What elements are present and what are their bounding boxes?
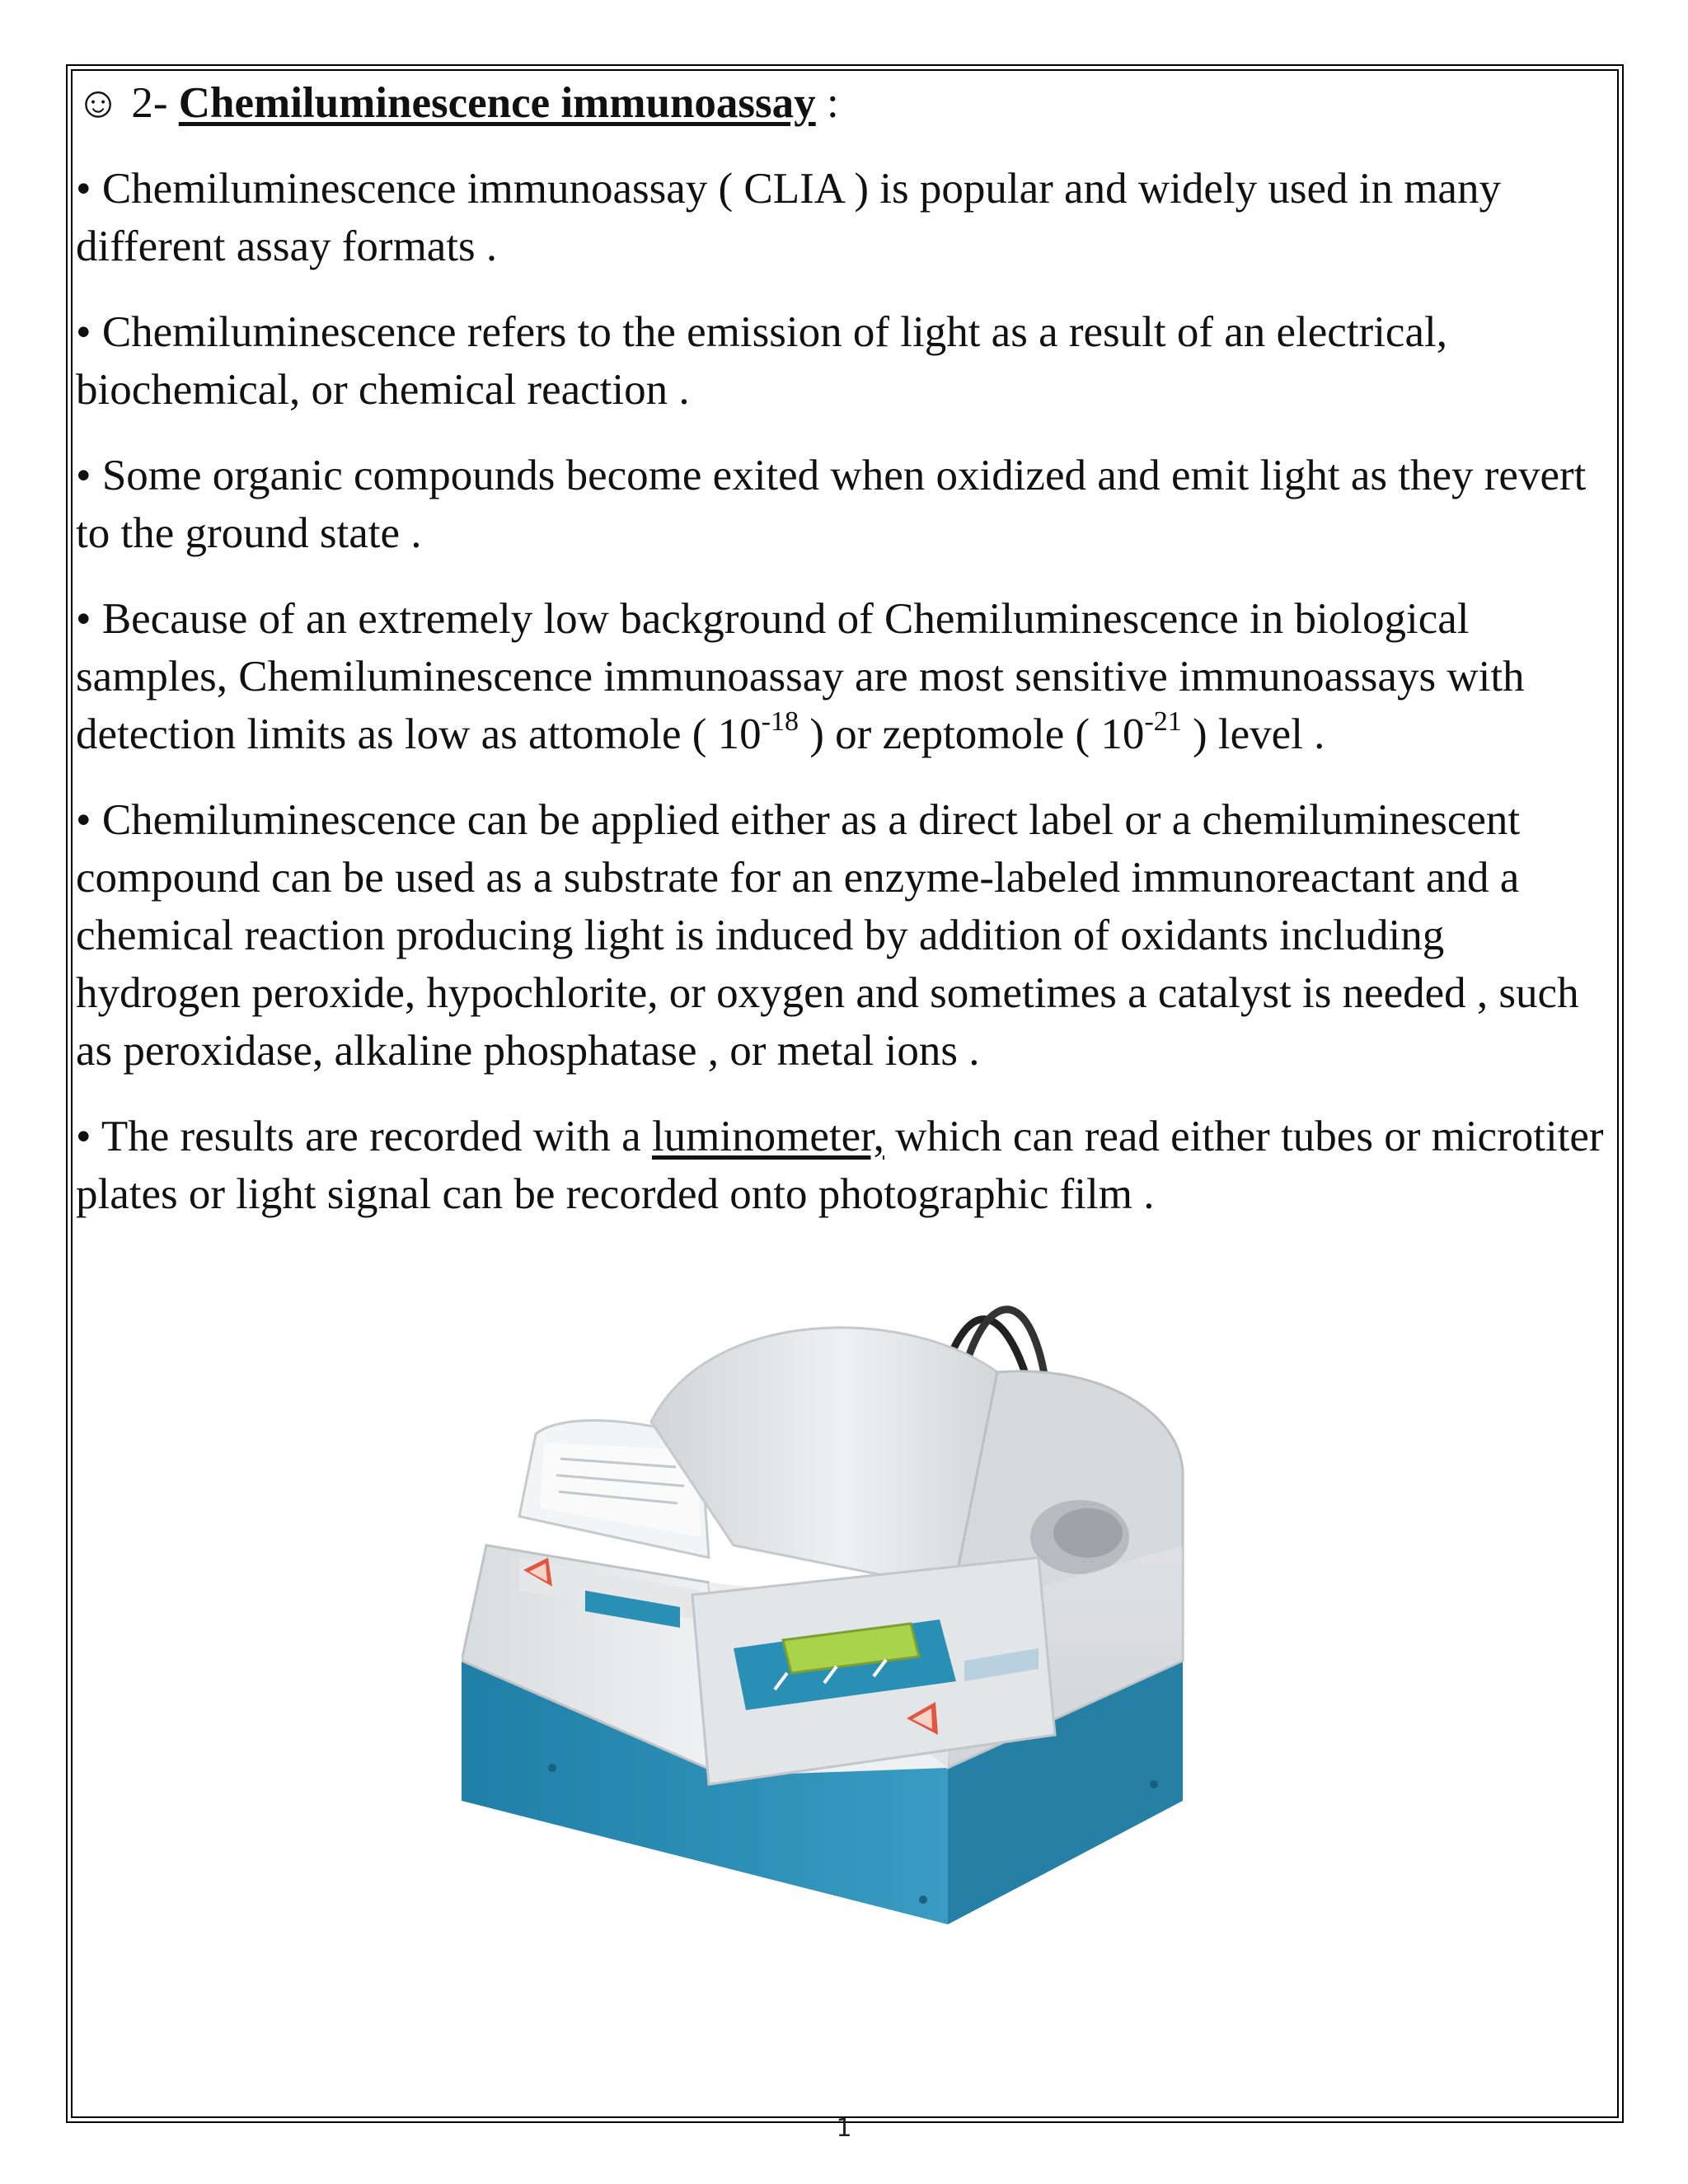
section-heading (76, 74, 1611, 132)
paragraph-text-part1: Because of an extremely low background of Chemiluminescence in biological samples, Chemiluminescence immunoassay are most sensitive immunoassays with detection limits as low as attomole ( 10 (76, 595, 1525, 758)
bullet: • (76, 308, 91, 356)
section-number: 2- (131, 79, 168, 127)
exponent-attomole: -18 (761, 706, 799, 737)
paragraph-chemiluminescence-definition (76, 303, 1611, 419)
document-body (76, 74, 1611, 1223)
paragraph-text: Chemiluminescence can be applied either as a direct label or a chemiluminescent compound can be used as a substrate for an enzyme-labeled immunoreactant and a chemical reaction producing light is induced by addition of oxidants including hydrogen peroxide, hypochlorite, or oxygen and sometimes a catalyst is needed , such as peroxidase, alkaline phosphatase , or metal ions . (76, 796, 1579, 1075)
page-number: 1 (836, 2114, 852, 2143)
paragraph-text-part3: ) level . (1181, 710, 1325, 758)
paragraph-luminometer (76, 1108, 1611, 1223)
paragraph-text-after: which can read either tubes or microtiter plates or light signal can be recorded onto photographic film . (76, 1113, 1604, 1218)
heading-colon: : (826, 79, 839, 127)
smiley-icon: ☺ (76, 79, 121, 127)
bullet: • (76, 595, 91, 643)
paragraph-application (76, 791, 1611, 1080)
bullet: • (76, 1113, 91, 1160)
paragraph-text-before: The results are recorded with a (101, 1113, 652, 1160)
bullet: • (76, 165, 91, 213)
paragraph-organic-compounds (76, 447, 1611, 562)
section-title: Chemiluminescence immunoassay (178, 79, 816, 127)
luminometer-term: luminometer, (651, 1113, 884, 1160)
paragraph-text: Some organic compounds become exited when oxidized and emit light as they revert to the ground state . (76, 452, 1587, 557)
paragraph-text: Chemiluminescence immunoassay ( CLIA ) is popular and widely used in many different assay formats . (76, 165, 1501, 270)
paragraph-clia-definition (76, 160, 1611, 275)
luminometer-device-icon (462, 1273, 1220, 1949)
paragraph-text-part2: ) or zeptomole ( 10 (798, 710, 1145, 758)
bullet: • (76, 452, 91, 499)
exponent-zeptomole: -21 (1144, 706, 1182, 737)
paragraph-sensitivity (76, 590, 1611, 763)
paragraph-text: Chemiluminescence refers to the emission of light as a result of an electrical, biochemical, or chemical reaction . (76, 308, 1447, 414)
bullet: • (76, 796, 91, 844)
